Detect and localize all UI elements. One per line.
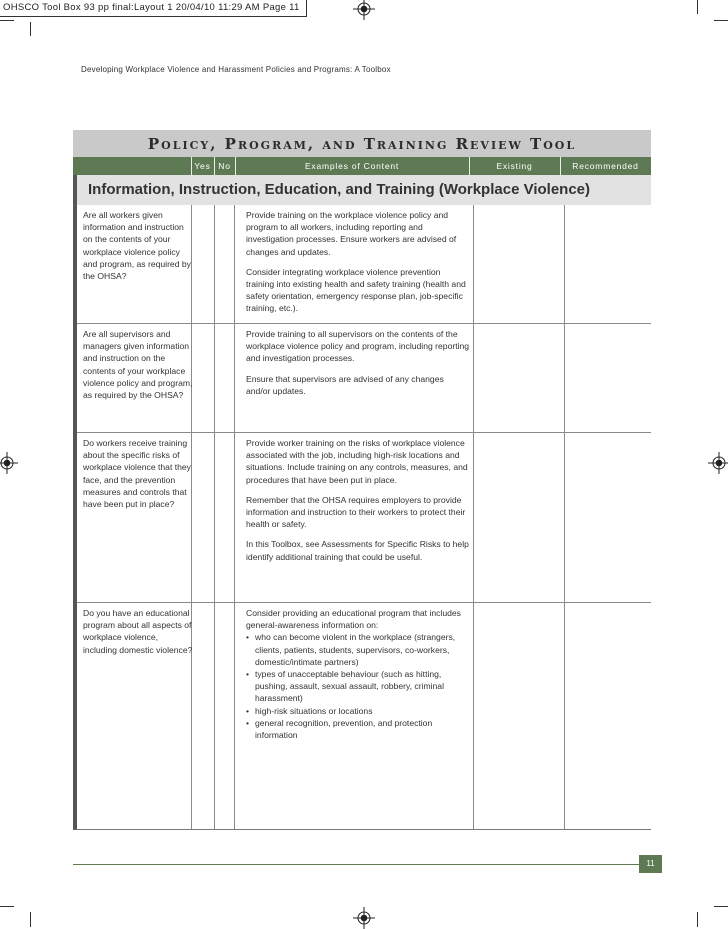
existing-cell[interactable] — [473, 324, 565, 432]
example-paragraph: Ensure that supervisors are advised of any changes and/or updates. — [246, 373, 444, 396]
existing-cell[interactable] — [473, 603, 565, 829]
crop-mark-top-left-v — [30, 22, 31, 36]
column-header-recommended: Recommended — [572, 161, 639, 171]
column-header-bar — [73, 157, 651, 175]
yes-cell[interactable] — [191, 205, 215, 323]
example-paragraph: Consider integrating workplace violence prevention training into existing health and safety training (health and safety orientation, emergency response plan, job-specific training, etc.). — [246, 266, 466, 314]
header-divider — [214, 157, 215, 175]
question-text: Do you have an educational program about all aspects of workplace violence, including domestic violence? — [83, 608, 193, 655]
no-cell[interactable] — [214, 205, 235, 323]
yes-cell[interactable] — [191, 603, 215, 829]
table-row — [77, 603, 651, 829]
bullet-item: • types of unacceptable behaviour (such as hitting, pushing, assault, sexual assault, robbery, criminal harassment) — [246, 668, 470, 705]
question-text: Are all workers given information and instruction on the contents of your workplace violence policy and program, as required by the OHSA? — [83, 210, 191, 282]
examples-content — [246, 607, 470, 741]
crop-mark-bottom-right-h — [714, 906, 728, 907]
example-paragraph: In this Toolbox, see Assessments for Specific Risks to help identify additional training that could be useful. — [246, 539, 469, 562]
table-row — [77, 433, 651, 603]
review-tool-table — [73, 130, 651, 830]
crop-mark-top-right-v — [697, 0, 698, 14]
footer-rule — [73, 864, 639, 865]
column-header-no: No — [218, 161, 231, 171]
table-row — [77, 324, 651, 433]
no-cell[interactable] — [214, 433, 235, 602]
page-number: 11 — [639, 855, 662, 873]
table-row — [77, 205, 651, 324]
bullet-item: • general recognition, prevention, and protection information — [246, 717, 470, 741]
crop-mark-bottom-right-v — [697, 912, 698, 927]
column-header-examples: Examples of Content — [304, 161, 400, 171]
registration-mark-top-icon — [353, 0, 375, 20]
example-paragraph: Provide worker training on the risks of workplace violence associated with the job, including high-risk locations and situations. Include training on any controls, measures, and procedures that have been put in place. — [246, 438, 468, 485]
crop-mark-top-right-h — [714, 20, 728, 21]
yes-cell[interactable] — [191, 324, 215, 432]
crop-mark-bottom-left-h — [0, 906, 14, 907]
example-paragraph: Remember that the OHSA requires employers to provide information and instruction to their workers to protect their health or safety. — [246, 494, 466, 530]
question-text: Are all supervisors and managers given information and instruction on the contents of your workplace violence policy and program, as required by the OHSA? — [83, 329, 193, 401]
recommended-cell[interactable] — [564, 324, 650, 432]
column-header-existing: Existing — [496, 161, 533, 171]
example-intro: Consider providing an educational program that includes general-awareness information on: — [246, 608, 461, 631]
header-divider — [235, 157, 236, 175]
column-header-yes: Yes — [194, 161, 211, 171]
section-heading: Information, Instruction, Education, and Training (Workplace Violence) — [73, 175, 651, 205]
header-divider — [560, 157, 561, 175]
printer-slug: OHSCO Tool Box 93 pp final:Layout 1 20/04/10 11:29 AM Page 11 — [0, 0, 307, 17]
example-paragraph: Provide training to all supervisors on the contents of the workplace violence policy and program, including reporting and investigation processes. — [246, 329, 470, 364]
crop-mark-bottom-left-v — [30, 912, 31, 927]
bullet-item: • high-risk situations or locations — [246, 705, 470, 717]
registration-mark-right-icon — [708, 452, 728, 474]
crop-mark-top-left-h — [0, 20, 14, 21]
no-cell[interactable] — [214, 324, 235, 432]
review-rows — [73, 205, 651, 830]
example-bullet-list — [246, 631, 470, 741]
header-divider — [191, 157, 192, 175]
recommended-cell[interactable] — [564, 433, 650, 602]
header-divider — [469, 157, 470, 175]
examples-content — [246, 328, 470, 405]
examples-content — [246, 437, 470, 571]
recommended-cell[interactable] — [564, 205, 650, 323]
example-paragraph: Provide training on the workplace violence policy and program to all workers, including reporting and investigation processes. Ensure workers are advised of changes and updates. — [246, 210, 457, 257]
no-cell[interactable] — [214, 603, 235, 829]
question-text: Do workers receive training about the specific risks of workplace violence that they face, and the prevention measures and controls that have been put in place? — [83, 438, 191, 510]
running-head: Developing Workplace Violence and Harassment Policies and Programs: A Toolbox — [81, 65, 391, 74]
registration-mark-left-icon — [0, 452, 18, 474]
yes-cell[interactable] — [191, 433, 215, 602]
existing-cell[interactable] — [473, 205, 565, 323]
recommended-cell[interactable] — [564, 603, 650, 829]
tool-title: Policy, Program, and Training Review Tool — [73, 130, 651, 157]
existing-cell[interactable] — [473, 433, 565, 602]
examples-content — [246, 209, 470, 323]
bullet-item: • who can become violent in the workplace (strangers, clients, patients, students, supervisors, co-workers, domestic/intimate partners) — [246, 631, 470, 668]
registration-mark-bottom-icon — [353, 907, 375, 929]
